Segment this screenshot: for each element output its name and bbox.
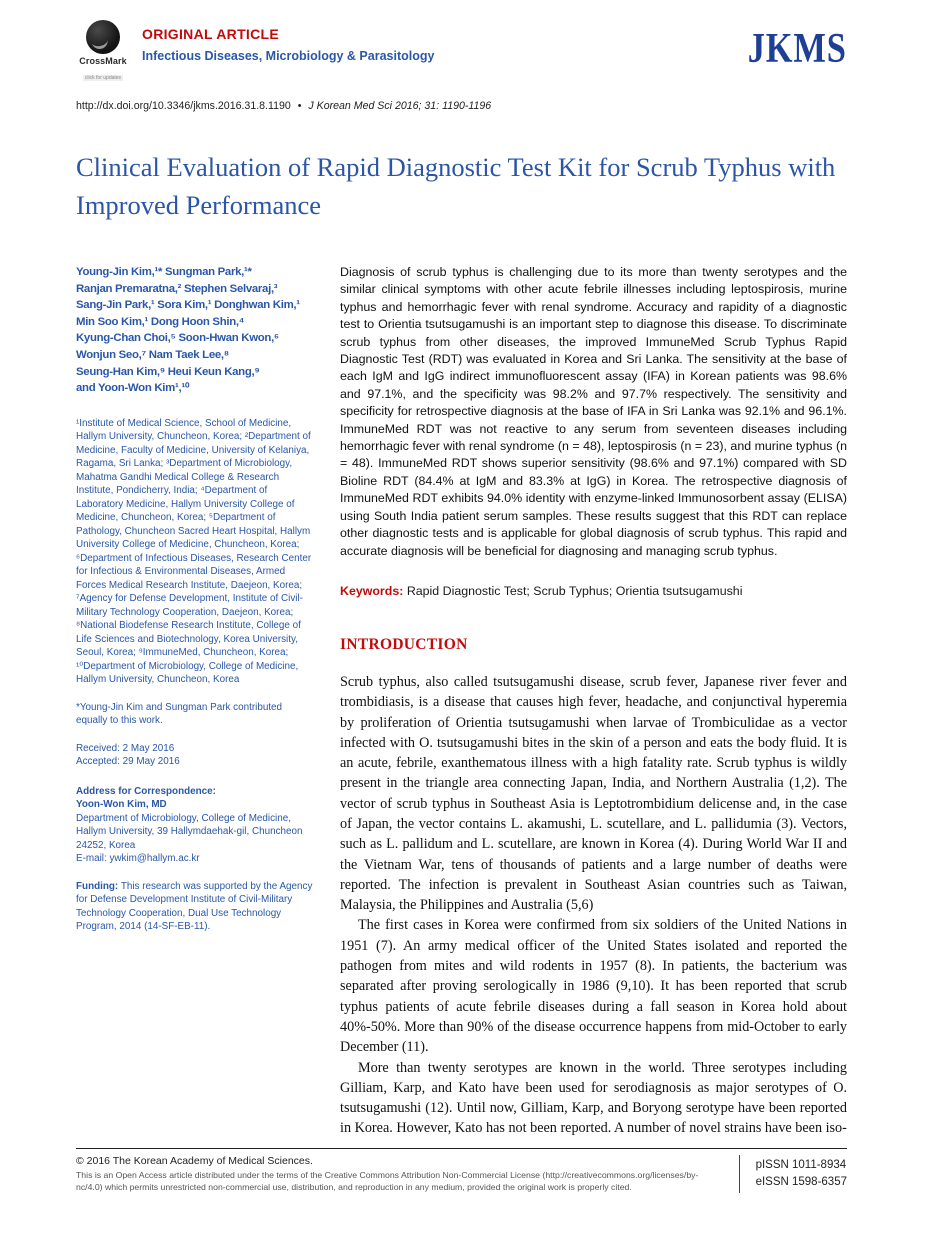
correspondence-heading: Address for Correspondence: bbox=[76, 785, 216, 797]
authors-list bbox=[76, 264, 314, 397]
keywords-text: Rapid Diagnostic Test; Scrub Typhus; Orientia tsutsugamushi bbox=[406, 583, 743, 598]
doi-link[interactable]: http://dx.doi.org/10.3346/jkms.2016.31.8.1190 bbox=[76, 100, 291, 112]
crossmark-label: CrossMark bbox=[79, 56, 127, 66]
bullet-separator: • bbox=[297, 100, 302, 112]
copyright-line: © 2016 The Korean Academy of Medical Sciences. bbox=[76, 1155, 313, 1167]
header-left bbox=[76, 20, 434, 84]
pissn: pISSN 1011-8934 bbox=[755, 1159, 847, 1171]
accepted-date: Accepted: 29 May 2016 bbox=[76, 756, 180, 768]
crossmark-icon bbox=[86, 20, 120, 54]
correspondence-address: Department of Microbiology, College of Medicine, Hallym University, 39 Hallymdaehak-gil, Chuncheon 24252, Korea bbox=[76, 812, 303, 851]
journal-logo: JKMS bbox=[748, 26, 847, 72]
author-line: Sang-Jin Park,¹ Sora Kim,¹ Donghwan Kim,¹ bbox=[76, 299, 300, 312]
crossmark-subtitle: click for updates bbox=[84, 75, 122, 81]
article-dates bbox=[76, 742, 314, 769]
introduction-paragraph-1: Scrub typhus, also called tsutsugamushi disease, scrub fever, Japanese river fever and trombidiasis, is a disease that causes high fever, headache, and conjunctival hyperemia by proliferation of Orientia tsutsugamushi when larvae of Trombiculidae as a vector infected with O. tsutsugamushi bites in the skin of a person and eats the body fluid. It is an acute, febrile, exanthematous illness with a high fatality rate. Scrub typhus is wildly present in the triangle area connecting Japan, India, and Northern Australia (1,2). The vector of scrub typhus in Southeast Asia is Leptotrombidium delicense and, in the case of Japan, the vector contains L. akamushi, L. scutellare, and L. pallidumia (3). Vectors, such as L. pallidum and L. scutellare, are known in Korea (4). During World War II and the Vietnam War, tens of thousands of patients and a large number of deaths were reported. The infection is prevalent in Southeast Asian countries such as Taiwan, Malaysia, the Philippines and Australia (5,6) bbox=[340, 673, 847, 914]
journal-section-label: Infectious Diseases, Microbiology & Parasitology bbox=[142, 49, 435, 63]
author-line: Young-Jin Kim,¹* Sungman Park,¹* bbox=[76, 266, 252, 278]
author-line: Wonjun Seo,⁷ Nam Taek Lee,⁸ bbox=[76, 348, 229, 361]
funding-text: This research was supported by the Agency for Defense Development Institute of Civil-Military Technology Cooperation, Dual Use Technology Program, 2014 (14-SF-EB-11). bbox=[76, 880, 313, 933]
section-heading-introduction: INTRODUCTION bbox=[340, 635, 468, 653]
doi-citation-line bbox=[76, 100, 847, 112]
article-type-label: ORIGINAL ARTICLE bbox=[142, 26, 280, 42]
page-header bbox=[76, 20, 847, 84]
affiliations-text: ¹Institute of Medical Science, School of Medicine, Hallym University, Chuncheon, Korea; ²Department of Medicine, Faculty of Medicine, University of Kelaniya, Ragama, Sri Lanka; ³Department of Microbiology, Mahatma Gandhi Medical College & Research Institute, Pondicherry, India; ⁴Department of Laboratory Medicine, Hallym University College of Medicine, Chuncheon, Korea; ⁵Department of Pathology, Chuncheon Sacred Heart Hospital, Hallym University College of Medicine, Chuncheon, Korea; ⁶Department of Infectious Diseases, Research Center for Infectious & Environmental Diseases, Armed Forces Medical Research Institute, Daejeon, Korea; ⁷Agency for Defense Development, Institute of Civil-Military Technology Cooperation, Daejeon, Korea; ⁸National Biodefense Research Institute, College of Life Sciences and Biotechnology, Korea University, Seoul, Korea; ⁹ImmuneMed, Chuncheon, Korea; ¹⁰Department of Microbiology, College of Medicine, Hallym University, Chuncheon, Korea bbox=[76, 417, 312, 686]
author-line: Ranjan Premaratna,² Stephen Selvaraj,³ bbox=[76, 282, 278, 295]
page-footer bbox=[76, 1148, 847, 1193]
footer-license-block bbox=[76, 1155, 716, 1193]
abstract-text: Diagnosis of scrub typhus is challenging due to its more than twenty serotypes and the similar clinical symptoms with other acute febrile illnesses including leptospirosis, murine typhus and hemorrhagic fever with renal syndrome. Accuracy and rapidity of a diagnostic test to Orientia tsutsugamushi is an important step to diagnose this disease. To discriminate scrub typhus from other diseases, the improved ImmuneMed Scrub Typhus Rapid Diagnostic Test (RDT) was evaluated in Korea and Sri Lanka. The sensitivity at the base of each IgM and IgG indirect immunofluorescent assay (IFA) in Korean patients was 98.6% and 97.1%, and the specificity was 98.2% and 97.7% respectively. The sensitivity and specificity for retrospective diagnosis at the base of IFA in Sri Lanka was 92.1% and 96.1%. ImmuneMed RDT was not reactive to any serum from seventeen diseases including hemorrhagic fever with renal syndrome (n = 48), leptospirosis (n = 23), and murine typhus (n = 48). ImmuneMed RDT shows superior sensitivity (98.6% and 97.1%) compared with SD Bioline RDT (84.4% at IgM and 83.3% at IgG) in Korea. The retrospective diagnosis of ImmuneMed RDT exhibits 94.0% identity with enzyme-linked Immunosorbent assay (ELISA) using South India patient serum samples. These results suggest that this RDT can replace other diagnostic tests and is applicable for global diagnosis of scrub typhus. This rapid and accurate diagnosis will be beneficial for diagnosing and managing scrub typhus. bbox=[340, 265, 847, 558]
author-line: and Yoon-Won Kim¹,¹⁰ bbox=[76, 382, 190, 395]
eissn: eISSN 1598-6357 bbox=[755, 1176, 847, 1188]
article-columns bbox=[76, 264, 847, 1139]
correspondence-block bbox=[76, 785, 314, 866]
funding-block bbox=[76, 880, 314, 934]
author-line: Min Soo Kim,¹ Dong Hoon Shin,⁴ bbox=[76, 315, 245, 328]
correspondence-name: Yoon-Won Kim, MD bbox=[76, 799, 167, 811]
introduction-paragraph-3: More than twenty serotypes are known in the world. Three serotypes including Gilliam, Karp, and Kato have been used for serodiagnosis as major serotypes of O. tsutsugamushi (12). Until now, Gilliam, Karp, and Boryong serotype have been reported in Korea. However, Kato has not been reported. A number of novel strains have been iso- bbox=[340, 1059, 847, 1137]
keywords-label: Keywords: bbox=[340, 583, 404, 598]
introduction-body bbox=[340, 672, 847, 1139]
author-line: Seung-Han Kim,⁹ Heui Keun Kang,⁹ bbox=[76, 365, 260, 378]
equal-contribution-note: *Young-Jin Kim and Sungman Park contributed equally to this work. bbox=[76, 701, 283, 727]
license-text: This is an Open Access article distributed under the terms of the Creative Commons Attribution Non-Commercial License (http://creativecommons.org/licenses/by-nc/4.0) which permits unrestricted non-commercial use, distribution, and reproduction in any medium, provided the original work is properly cited. bbox=[76, 1170, 699, 1192]
correspondence-email[interactable]: E-mail: ywkim@hallym.ac.kr bbox=[76, 853, 200, 865]
issn-block bbox=[739, 1155, 847, 1193]
received-date: Received: 2 May 2016 bbox=[76, 742, 175, 754]
journal-citation: J Korean Med Sci 2016; 31: 1190-1196 bbox=[308, 100, 492, 112]
keywords-line bbox=[340, 583, 847, 600]
author-line: Kyung-Chan Choi,⁵ Soon-Hwan Kwon,⁶ bbox=[76, 332, 279, 345]
header-titles bbox=[142, 20, 434, 63]
funding-label: Funding: bbox=[76, 880, 119, 892]
article-body-column bbox=[340, 264, 847, 1139]
article-title: Clinical Evaluation of Rapid Diagnostic Test Kit for Scrub Typhus with Improved Performance bbox=[76, 152, 836, 220]
introduction-paragraph-2: The first cases in Korea were confirmed from six soldiers of the United Nations in 1951 (7). An army medical officer of the United States isolated and reported the pathogen from mites and wild rodents in 1957 (8). In patients, the bacterium was separated after proving serologically in 1986 (9,10). It has been reported that scrub typhus patients of acute febrile diseases during a fall season in Korea hold about 40%-50%. More than 90% of the disease occurrence happens from mid-October to early December (11). bbox=[340, 917, 847, 1056]
crossmark-badge[interactable] bbox=[76, 20, 130, 84]
author-info-column bbox=[76, 264, 314, 1139]
